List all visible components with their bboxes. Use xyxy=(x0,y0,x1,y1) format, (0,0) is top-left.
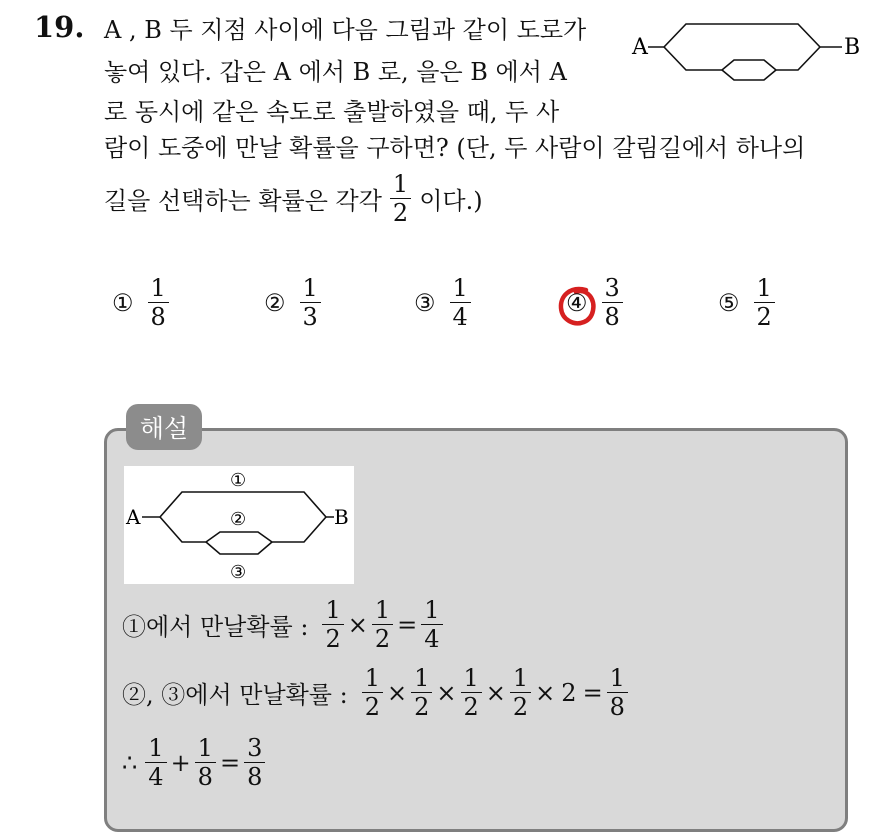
choice-2-denominator: 3 xyxy=(300,302,321,329)
s3-frac-1 xyxy=(145,736,166,789)
solution-tab: 해설 xyxy=(126,404,202,450)
choice-5-number: ⑤ xyxy=(718,288,740,317)
choice-3-fraction xyxy=(450,276,471,329)
choice-5[interactable] xyxy=(718,276,779,329)
s1-frac-2-den: 2 xyxy=(372,624,393,651)
s2-frac-3 xyxy=(461,666,482,719)
fraction-numerator: 1 xyxy=(392,170,409,198)
s3-result xyxy=(244,736,265,789)
choice-4-denominator: 8 xyxy=(602,302,623,329)
s3-eq: = xyxy=(219,748,241,777)
question-line-5-text: 길을 선택하는 확률은 각각 xyxy=(104,187,382,215)
s2-result-num: 1 xyxy=(609,664,625,692)
s2-times-3: × xyxy=(485,678,506,707)
s3-frac-2-den: 8 xyxy=(195,762,216,789)
half-fraction xyxy=(390,172,411,225)
solution-diagram-bg xyxy=(124,466,354,584)
s1-frac-2-num: 1 xyxy=(374,596,391,624)
choice-3-number: ③ xyxy=(414,288,436,317)
s3-plus: + xyxy=(170,748,191,777)
s2-frac-4 xyxy=(510,666,531,719)
question-line-4: 람이 도중에 만날 확률을 구하면? (단, 두 사람이 갈림길에서 하나의 xyxy=(104,134,806,162)
s2-result-den: 8 xyxy=(607,692,628,719)
choice-1[interactable] xyxy=(112,276,173,329)
choice-4-fraction xyxy=(602,276,623,329)
s2-frac-2 xyxy=(411,666,432,719)
solution-road-diagram xyxy=(124,466,354,584)
fraction-denominator: 2 xyxy=(390,198,411,225)
s3-frac-2 xyxy=(195,736,216,789)
choice-5-fraction xyxy=(754,276,775,329)
choice-2[interactable] xyxy=(264,276,325,329)
therefore-symbol: ∴ xyxy=(122,748,138,777)
s2-mult: 2 xyxy=(561,678,577,707)
s2-times-2: × xyxy=(436,678,457,707)
choice-2-number: ② xyxy=(264,288,286,317)
s1-frac-1 xyxy=(322,598,343,651)
s1-result xyxy=(421,598,442,651)
question-number: 19. xyxy=(34,10,85,44)
choice-1-fraction xyxy=(148,276,169,329)
solution-line-2-label: ②, ③에서 만날확률 : xyxy=(122,681,348,709)
question-line-3: 로 동시에 같은 속도로 출발하였을 때, 두 사 xyxy=(104,98,560,126)
solution-line-1-label: ①에서 만날확률 : xyxy=(122,613,309,641)
choice-1-numerator: 1 xyxy=(150,274,166,302)
question-line-5-end: 이다.) xyxy=(419,187,483,215)
solution-path-2: ② xyxy=(230,509,247,530)
choice-5-denominator: 2 xyxy=(754,302,775,329)
s3-result-den: 8 xyxy=(244,762,265,789)
diagram-label-a: A xyxy=(632,35,648,60)
choice-4[interactable] xyxy=(566,276,627,329)
s2-frac-2-den: 2 xyxy=(411,692,432,719)
question-line-1: A , B 두 지점 사이에 다음 그림과 같이 도로가 xyxy=(104,16,587,44)
choice-3[interactable] xyxy=(414,276,475,329)
solution-label-a: A xyxy=(126,505,141,529)
s1-op: × xyxy=(347,610,368,639)
s2-times-1: × xyxy=(387,678,408,707)
solution-line-2 xyxy=(122,666,632,719)
s2-frac-3-den: 2 xyxy=(461,692,482,719)
choice-5-numerator: 1 xyxy=(756,274,772,302)
choice-2-fraction xyxy=(300,276,321,329)
choice-1-number: ① xyxy=(112,288,134,317)
s2-result xyxy=(607,666,628,719)
road-diagram xyxy=(630,18,870,88)
solution-label-b: B xyxy=(334,505,349,529)
s2-frac-4-den: 2 xyxy=(510,692,531,719)
solution-path-1: ① xyxy=(230,470,247,491)
choice-3-numerator: 1 xyxy=(452,274,468,302)
s2-frac-1 xyxy=(362,666,383,719)
s1-frac-1-num: 1 xyxy=(325,596,341,624)
s1-result-num: 1 xyxy=(424,596,440,624)
s2-times-4: × xyxy=(535,678,556,707)
s1-frac-2 xyxy=(372,598,393,651)
s3-frac-1-den: 4 xyxy=(145,762,166,789)
choice-2-numerator: 1 xyxy=(302,274,318,302)
road-lines xyxy=(648,24,842,80)
s2-eq: = xyxy=(582,678,603,707)
choice-4-number: ④ xyxy=(566,288,588,317)
s2-frac-1-num: 1 xyxy=(364,664,380,692)
question-line-5 xyxy=(104,172,483,225)
question-line-2: 놓여 있다. 갑은 A 에서 B 로, 을은 B 에서 A xyxy=(104,58,567,86)
s2-frac-2-num: 1 xyxy=(414,664,430,692)
choice-4-numerator: 3 xyxy=(604,274,620,302)
solution-path-3: ③ xyxy=(230,562,247,583)
solution-line-1 xyxy=(122,598,447,651)
s2-frac-4-num: 1 xyxy=(512,664,529,692)
s3-frac-2-num: 1 xyxy=(197,734,213,762)
s2-frac-1-den: 2 xyxy=(362,692,383,719)
s3-frac-1-num: 1 xyxy=(148,734,164,762)
s3-result-num: 3 xyxy=(247,734,263,762)
s1-frac-1-den: 2 xyxy=(322,624,343,651)
solution-line-3 xyxy=(122,736,269,789)
s1-result-den: 4 xyxy=(421,624,442,651)
s2-frac-3-num: 1 xyxy=(463,664,479,692)
choice-3-denominator: 4 xyxy=(450,302,471,329)
diagram-label-b: B xyxy=(844,35,861,60)
choice-1-denominator: 8 xyxy=(148,302,169,329)
s1-eq: = xyxy=(397,610,418,639)
